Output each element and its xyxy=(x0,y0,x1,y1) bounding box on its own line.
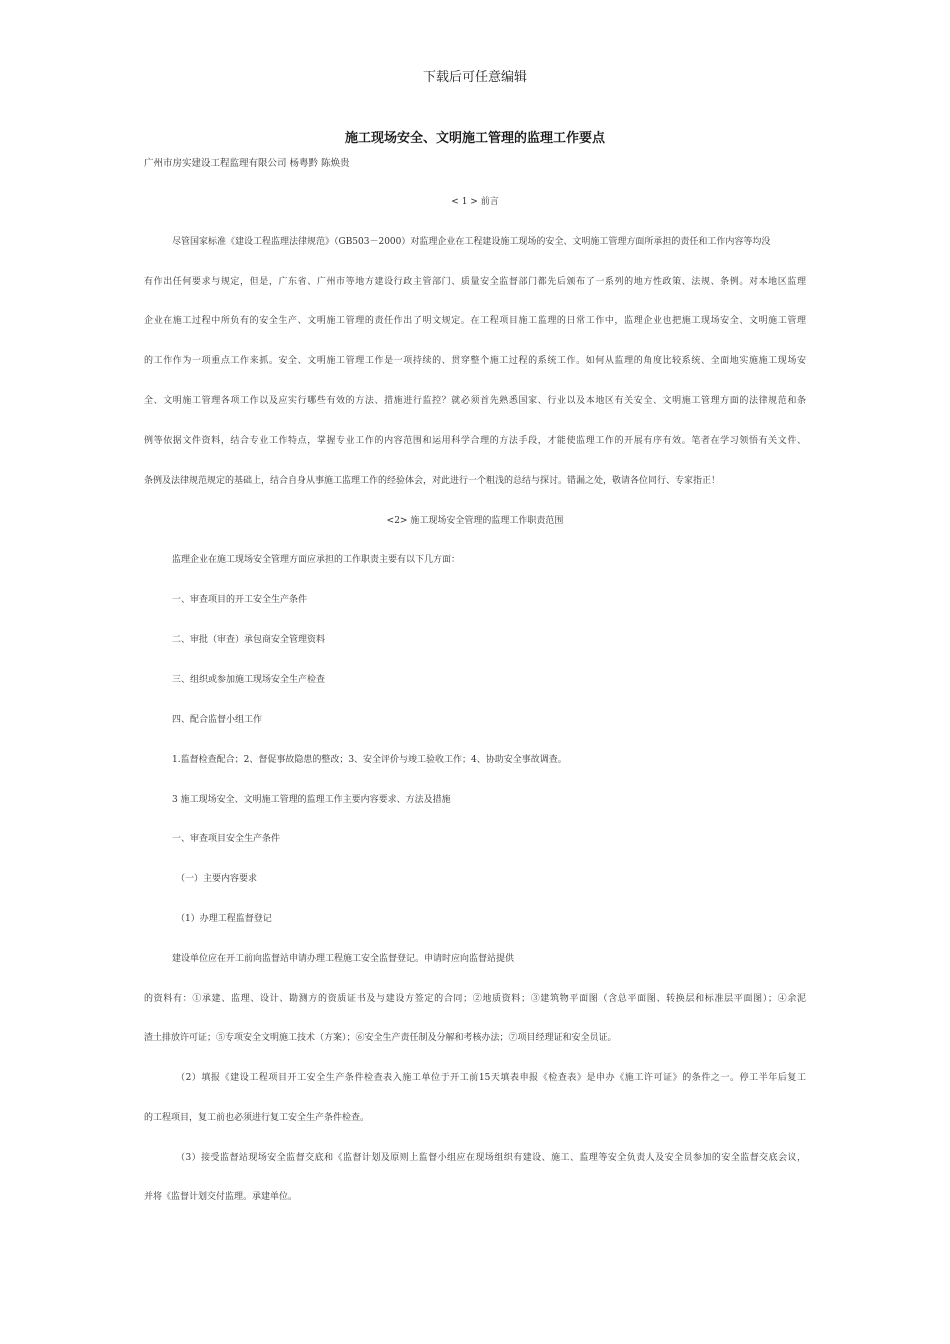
document-title: 施工现场安全、文明施工管理的监理工作要点 xyxy=(344,131,605,146)
section-heading-duties: <2> 施工现场安全管理的监理工作职责范围 xyxy=(386,516,564,526)
paragraph-line: 并将《监督计划交付监理。承建单位。 xyxy=(144,1192,298,1202)
paragraph-line: 例等依据文件资料，结合专业工作特点，掌握专业工作的内容范围和运用科学合理的方法手段，才能使监理工作的开展有序有效。笔者在学习领悟有关文件、 xyxy=(144,436,806,446)
subheading-conditions: 一、审查项目安全生产条件 xyxy=(172,834,281,844)
section-heading-methods: 3 施工现场安全、文明施工管理的监理工作主要内容要求、方法及措施 xyxy=(172,795,451,805)
paragraph-line: 渣土排放许可证；⑤专项安全文明施工技术（方案）；⑥安全生产责任制及分解和考核办法；⑦项目经理证和安全员证。 xyxy=(144,1033,617,1043)
subheading-requirements: （一）主要内容要求 xyxy=(176,874,258,884)
paragraph-line: 尽管国家标准《建设工程监理法律规范》（GB503－2000）对监理企业在工程建设施工现场的安全、文明施工管理方面所承担的责任和工作内容等均没 xyxy=(172,237,771,247)
paragraph-line: 企业在施工过程中所负有的安全生产、文明施工管理的责任作出了明文规定。在工程项目施工监理的日常工作中，监理企业也把施工现场安全、文明施工管理 xyxy=(144,316,806,326)
byline: 广州市房实建设工程监理有限公司 杨粤黔 陈焕贵 xyxy=(144,158,350,169)
duty-item: 四、配合监督小组工作 xyxy=(172,715,263,725)
duties-intro: 监理企业在施工现场安全管理方面应承担的工作职责主要有以下几方面： xyxy=(172,555,461,565)
paragraph-line: （3）接受监督站现场安全监督交底和《监督计划及原则上监督小组应在现场组织有建设、施工、监理等安全负责人及安全员参加的安全监督交底会议， xyxy=(176,1153,806,1163)
paragraph-line: 的工程项目，复工前也必须进行复工安全生产条件检查。 xyxy=(144,1113,370,1123)
paragraph-line: （2）填报《建设工程项目开工安全生产条件检查表入施工单位于开工前15天填表申报《检查表》是申办《施工许可证》的条件之一。停工半年后复工 xyxy=(176,1073,806,1083)
duty-item: 一、审查项目的开工安全生产条件 xyxy=(172,595,308,605)
paragraph-line: 条例及法律规范规定的基础上，结合自身从事施工监理工作的经验体会，对此进行一个粗浅的总结与探讨。错漏之处，敬请各位同行、专家指正！ xyxy=(144,476,721,486)
duty-item: 三、组织或参加施工现场安全生产检查 xyxy=(172,675,326,685)
subheading-registration: （1）办理工程监督登记 xyxy=(176,914,272,924)
paragraph-line: 有作出任何要求与规定，但是，广东省、广州市等地方建设行政主管部门、质量安全监督部门都先后颁布了一系列的地方性政策、法规、条例。对本地区监理 xyxy=(144,277,806,287)
duty-item: 二、审批（审查）承包商安全管理资料 xyxy=(172,635,326,645)
header-note: 下载后可任意编辑 xyxy=(422,70,527,85)
paragraph-line: 的工作作为一项重点工作来抓。安全、文明施工管理工作是一项持续的、贯穿整个施工过程的系统工作。如何从监理的角度比较系统、全面地实施施工现场安 xyxy=(144,356,806,366)
registration-line: 建设单位应在开工前向监督站申请办理工程施工安全监督登记。申请时应向监督站提供 xyxy=(172,954,515,964)
cooperation-line: 1.监督检查配合；2、督促事故隐患的整改；3、安全评价与竣工验收工作；4、协助安全事故调查。 xyxy=(172,755,567,765)
paragraph-line: 的资料有：①承建、监理、设计、勘测方的资质证书及与建设方签定的合同；②地质资料；③建筑物平面图（含总平面图、转换层和标准层平面图）；④余泥 xyxy=(144,994,806,1004)
paragraph-line: 全、文明施工管理各项工作以及应实行哪些有效的方法、措施进行监控？就必须首先熟悉国家、行业以及本地区有关安全、文明施工管理方面的法律规范和条 xyxy=(144,396,806,406)
section-heading-preface: < 1 > 前言 xyxy=(451,197,499,207)
